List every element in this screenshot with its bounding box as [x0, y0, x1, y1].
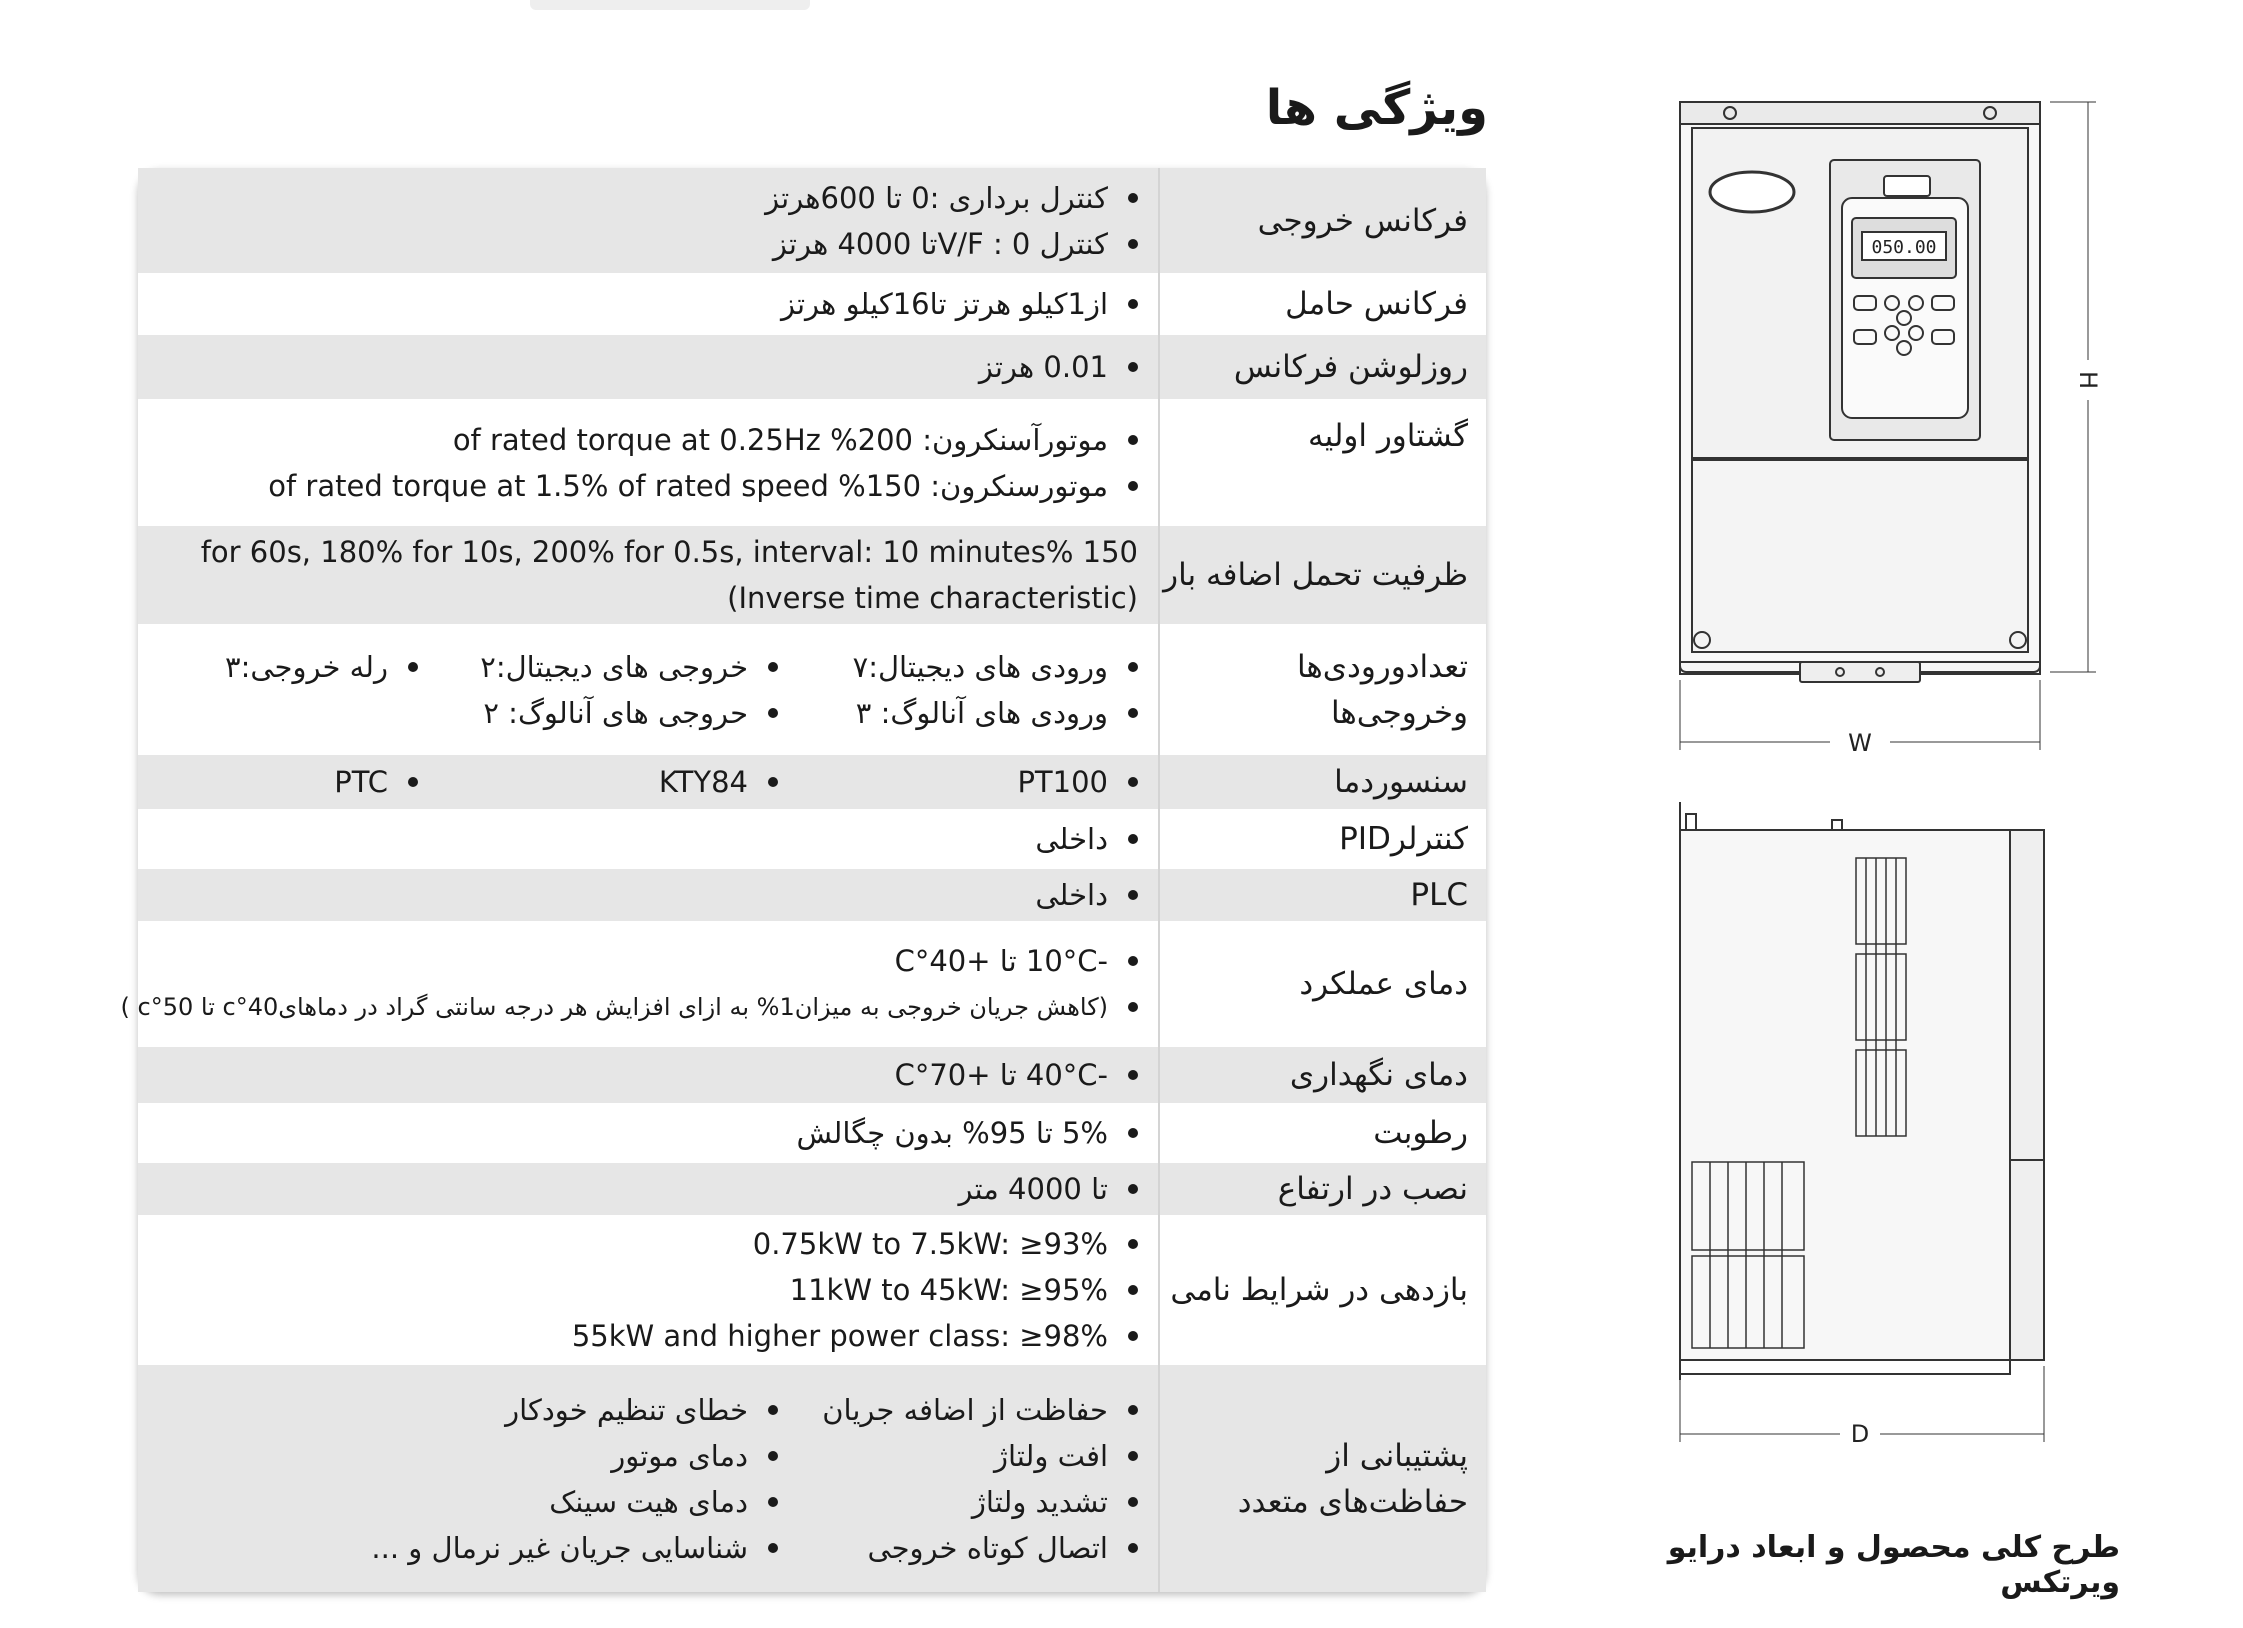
top-tab-strip [530, 0, 810, 10]
bullet-icon [408, 777, 418, 787]
list-item: KTY84 [418, 759, 778, 805]
list-item: از1کیلو هرتز تا16کیلو هرتز [156, 281, 1138, 327]
list-item: ورودی های دیجیتال:۷ [778, 644, 1138, 690]
table-row [138, 526, 1486, 624]
list-item: 0.75kW to 7.5kW: ≥93% [156, 1221, 1138, 1267]
bullet-icon [1128, 777, 1138, 787]
drive-drawing [1640, 90, 2120, 1490]
list-item: داخلی [156, 872, 1138, 918]
row-value [60, 755, 1158, 809]
list-item: کنترل برداری :0 تا 600هرتز [156, 175, 1138, 221]
table-row [138, 755, 1486, 809]
row-label: روزلوشن فرکانس [1158, 335, 1486, 399]
bullet-icon [768, 1543, 778, 1553]
row-label: فرکانس خروجی [1158, 168, 1486, 273]
list-item: (کاهش جریان خروجی به میزان1% به ازای افزایش هر درجه سانتی گراد در دماهای40°c تا 50°c ) [121, 984, 1138, 1030]
bullet-icon [1128, 1451, 1138, 1461]
row-value [138, 1047, 1158, 1103]
bullet-icon [1128, 708, 1138, 718]
bullet-icon [1128, 435, 1138, 445]
list-item: 150 %for 60s, 180% for 10s, 200% for 0.5s, interval: 10 minutes [200, 535, 1138, 569]
table-row [138, 1047, 1486, 1103]
row-label: گشتاور اولیه [1158, 399, 1486, 526]
bullet-icon [1128, 1002, 1138, 1012]
row-label: نصب در ارتفاع [1158, 1163, 1486, 1215]
row-value [138, 1365, 1158, 1592]
table-row [120, 921, 1486, 1047]
bullet-icon [1128, 1070, 1138, 1080]
row-label: رطوبت [1158, 1103, 1486, 1163]
bullet-icon [768, 708, 778, 718]
bullet-icon [408, 662, 418, 672]
bullet-icon [1128, 834, 1138, 844]
spec-table [120, 168, 1486, 1592]
bullet-icon [1128, 239, 1138, 249]
bullet-icon [1128, 481, 1138, 491]
table-row [138, 624, 1486, 755]
side-view [1680, 802, 2044, 1448]
bullet-icon [768, 1451, 778, 1461]
bullet-icon [1128, 890, 1138, 900]
list-item: خروجی های دیجیتال:۲ [418, 644, 778, 690]
row-label: دمای عملکرد [1158, 921, 1486, 1047]
row-label: تعدادورودی‌ها وخروجی‌ها [1158, 624, 1486, 755]
dim-w-label: W [1848, 729, 1872, 757]
list-item: داخلی [156, 816, 1138, 862]
table-row [138, 168, 1486, 273]
bullet-icon [768, 777, 778, 787]
row-value [60, 624, 1158, 755]
bullet-icon [1128, 193, 1138, 203]
list-item: 0.01 هرتز [156, 344, 1138, 390]
list-item: 55kW and higher power class: ≥98% [156, 1313, 1138, 1359]
page-title: ویژگی ها [1265, 80, 1488, 136]
bullet-icon [1128, 1405, 1138, 1415]
bullet-icon [1128, 299, 1138, 309]
row-value [138, 526, 1158, 624]
row-value [138, 1163, 1158, 1215]
list-item: (Inverse time characteristic) [727, 581, 1138, 615]
list-item: ورودی های آنالوگ: ۳ [778, 690, 1138, 736]
bullet-icon [1128, 1239, 1138, 1249]
list-item: موتورسنکرون: 150% of rated torque at 1.5% of rated speed [156, 463, 1138, 509]
list-item: رله خروجی:۳ [78, 644, 418, 690]
table-row [138, 273, 1486, 335]
table-row [138, 809, 1486, 869]
list-item: دمای موتور [398, 1433, 778, 1479]
bullet-icon [1128, 362, 1138, 372]
list-item: شناسایی جریان غیر نرمال و ... [398, 1525, 778, 1571]
display-readout: 050.00 [1871, 237, 1937, 258]
protection-grid [156, 1387, 1138, 1571]
dim-d-label: D [1850, 1420, 1870, 1448]
list-item: PT100 [778, 759, 1138, 805]
table-row [138, 399, 1486, 526]
table-row [138, 1163, 1486, 1215]
row-value [138, 335, 1158, 399]
list-item: PTC [78, 759, 418, 805]
row-value [138, 809, 1158, 869]
row-value [138, 1215, 1158, 1365]
table-row [138, 1103, 1486, 1163]
bullet-icon [1128, 1285, 1138, 1295]
table-row [138, 335, 1486, 399]
list-item: -40°C تا +70°C [156, 1052, 1138, 1098]
row-value [138, 869, 1158, 921]
list-item: حروجی های آنالوگ: ۲ [418, 690, 778, 736]
row-value [138, 168, 1158, 273]
bullet-icon [1128, 662, 1138, 672]
row-value [138, 273, 1158, 335]
list-item: اتصال کوتاه خروجی [778, 1525, 1138, 1571]
row-value [103, 921, 1158, 1047]
bullet-icon [1128, 956, 1138, 966]
bullet-icon [1128, 1128, 1138, 1138]
list-item: 5% تا 95% بدون چگالش [156, 1110, 1138, 1156]
row-label: PLC [1158, 869, 1486, 921]
list-item: تشدید ولتاژ [778, 1479, 1138, 1525]
list-item: کنترل V/F : 0تا 4000 هرتز [156, 221, 1138, 267]
list-item: -10°C تا +40°C [121, 938, 1138, 984]
bullet-icon [1128, 1543, 1138, 1553]
bullet-icon [768, 1497, 778, 1507]
row-label: کنترلرPID [1158, 809, 1486, 869]
sensor-grid [78, 759, 1138, 805]
bullet-icon [1128, 1497, 1138, 1507]
row-label: سنسوردما [1158, 755, 1486, 809]
list-item: دمای هیت سینک [398, 1479, 778, 1525]
table-row [138, 1365, 1486, 1592]
row-label: پشتیبانی از حفاظت‌های متعدد [1158, 1365, 1486, 1592]
bullet-icon [768, 1405, 778, 1415]
row-label: دمای نگهداری [1158, 1047, 1486, 1103]
row-label: فرکانس حامل [1158, 273, 1486, 335]
table-row [138, 869, 1486, 921]
list-item: تا 4000 متر [156, 1166, 1138, 1212]
dim-h-label: H [2074, 370, 2102, 390]
bullet-icon [1128, 1184, 1138, 1194]
front-view [1680, 102, 2102, 757]
row-value [138, 399, 1158, 526]
bullet-icon [1128, 1331, 1138, 1341]
list-item: حفاظت از اضافه جریان [778, 1387, 1138, 1433]
row-value [138, 1103, 1158, 1163]
row-label: ظرفیت تحمل اضافه بار [1158, 526, 1486, 624]
list-item: 11kW to 45kW: ≥95% [156, 1267, 1138, 1313]
list-item: موتورآسنکرون: 200% of rated torque at 0.25Hz [156, 417, 1138, 463]
io-grid [78, 644, 1138, 736]
drawing-caption: طرح کلی محصول و ابعاد درایو ویرتکس [1667, 1530, 2120, 1600]
bullet-icon [768, 662, 778, 672]
table-row [138, 1215, 1486, 1365]
row-label: بازدهی در شرایط نامی [1158, 1215, 1486, 1365]
list-item: افت ولتاژ [778, 1433, 1138, 1479]
list-item: خطای تنظیم خودکار [398, 1387, 778, 1433]
